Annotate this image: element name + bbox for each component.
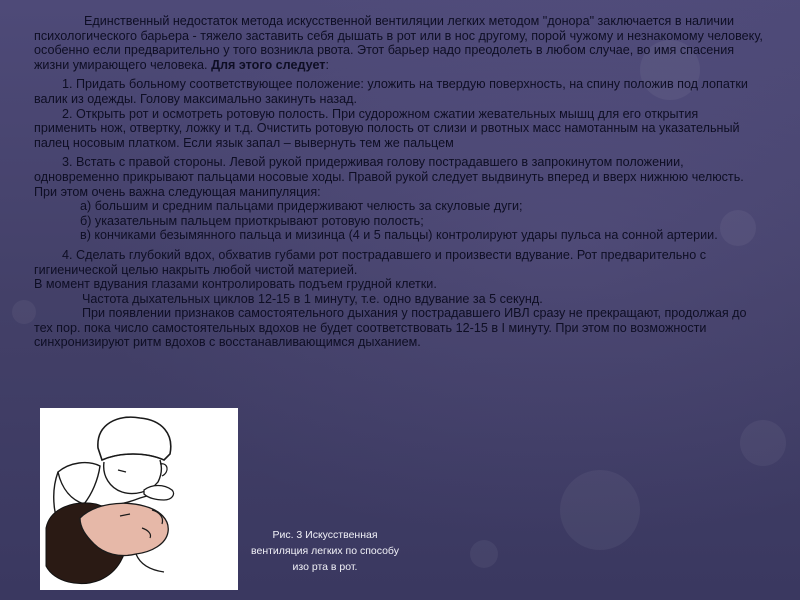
patient-neck <box>136 554 164 572</box>
step-4-continuation: В момент вдувания глазами контролировать подъем грудной клетки. <box>34 277 437 292</box>
intro-paragraph: Единственный недостаток метода искусственной вентиляции легких методом "донора" заключается в наличии психологического барьера - тяжело заставить себя дышать в рот или в нос другому, порой чужому и незнакомому человеку, особенно если предварительно у того возникла рвота. Этот барьер надо преодолеть в любом случае, во имя спасения жизни умирающего человека. Для этого следует: <box>34 14 763 72</box>
background-bubble <box>12 300 36 324</box>
background-bubble <box>740 420 786 466</box>
background-bubble <box>560 470 640 550</box>
illustration-rescuer-and-patient <box>40 408 238 590</box>
step-3-item-c: в) кончиками безымянного пальца и мизинца (4 и 5 пальцы) контролируют удары пульса на сонной артерии. <box>80 228 718 243</box>
step-1-paragraph: 1. Придать больному соответствующее положение: уложить на твердую поверхность, на спину положив под лопатки валик из одежды. Голову максимально закинуть назад. <box>34 77 748 106</box>
background-bubble <box>470 540 498 568</box>
figure-caption: Рис. 3 Искусственная вентиляция легких по способу изо рта в рот. <box>251 529 399 573</box>
step-2-paragraph: 2. Открыть рот и осмотреть ротовую полость. При судорожном сжатии жевательных мышц для его открытия применить нож, отвертку, ложку и т.д. Очистить ротовую полость от слизи и рвотных масс намотанным на указательный палец носовым платком. Если язык запал – вывернуть тем же пальцем <box>34 106 740 150</box>
figure-mouth-to-mouth <box>40 408 238 590</box>
final-paragraph: При появлении признаков самостоятельного дыхания у пострадавшего ИВЛ сразу не прекращают, продолжая до тех пор. пока число самостоятельных вдохов не будет соответствовать 12-15 в I минуту. При этом по возможности синхронизируют ритм вдохов с восстанавливающимся дыханием. <box>34 306 747 350</box>
frequency-paragraph: Частота дыхательных циклов 12-15 в 1 минуту, т.е. одно вдувание за 5 секунд. <box>82 291 543 306</box>
rescuer-body <box>58 463 100 504</box>
intro-bold-phrase: Для этого следует <box>211 57 326 72</box>
step-4-paragraph: 4. Сделать глубокий вдох, обхватив губами рот пострадавшего и произвести вдувание. Рот предварительно с гигиенической целью накрыть любой чистой материей. <box>34 247 707 277</box>
rescuer-hand <box>144 486 174 501</box>
step-3-item-a: а) большим и средним пальцами придерживают челюсть за скуловые дуги; <box>80 199 523 214</box>
step-3-paragraph: 3. Встать с правой стороны. Левой рукой придерживая голову пострадавшего в запрокинутом положении, одновременно прикрывают пальцами носовые ходы. Правой рукой следует выдвинуть вперед и вверх нижнюю челюсть. При этом очень важна следующая манипуляция: <box>34 155 744 199</box>
slide-body-text <box>34 14 764 350</box>
step-3-item-b: б) указательным пальцем приоткрывают ротовую полость; <box>80 213 424 228</box>
